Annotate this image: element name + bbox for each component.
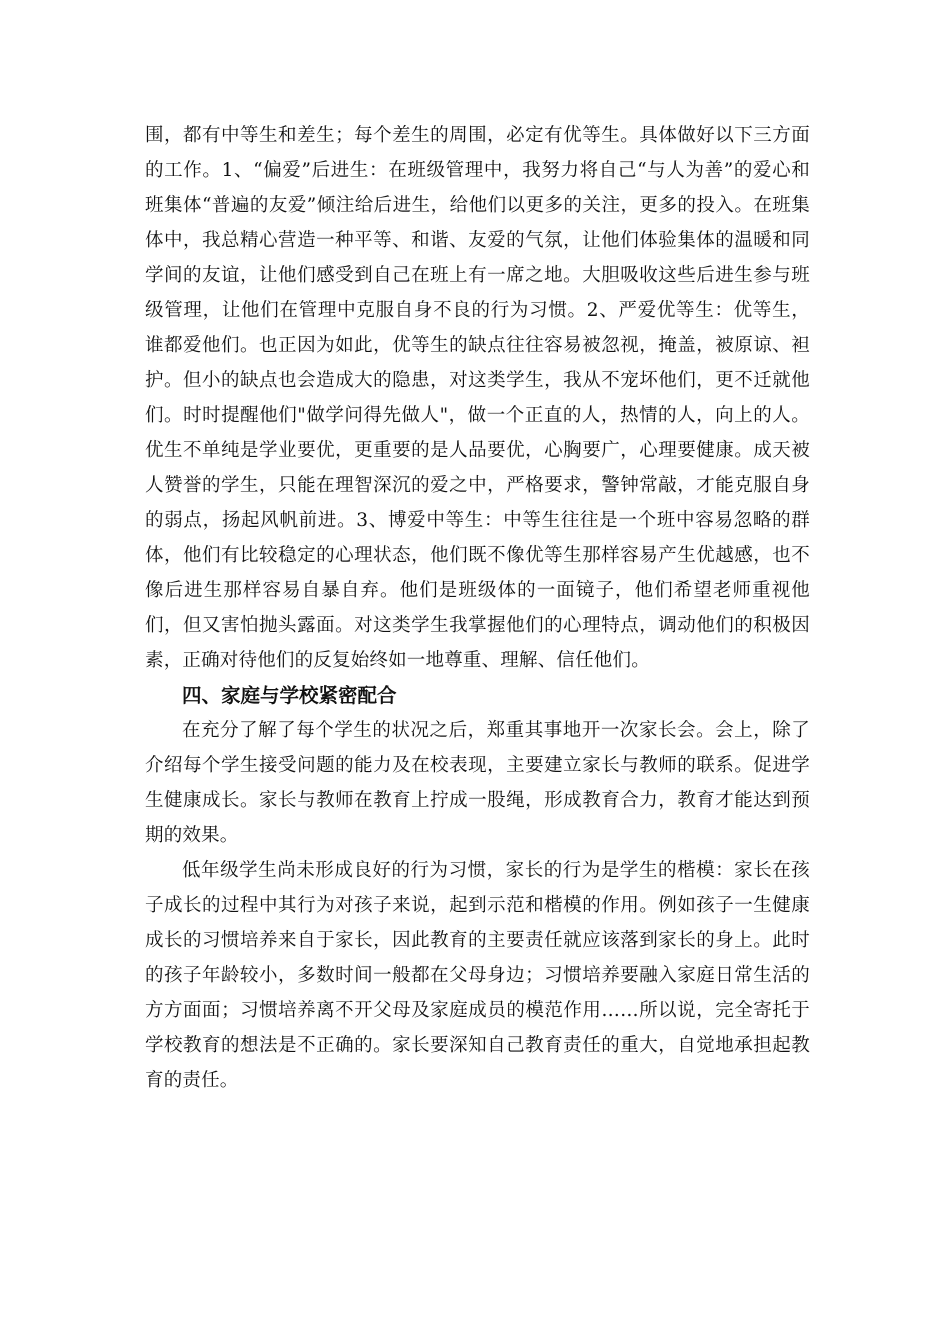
section-heading-home-school: 四、家庭与学校紧密配合 (182, 684, 397, 707)
paragraph-parent-role: 低年级学生尚未形成良好的行为习惯，家长的行为是学生的楷模：家长在孩子成长的过程中其行为对孩子来说，起到示范和楷模的作用。例如孩子一生健康成长的习惯培养来自于家长，因此教育的主要责任就应该落到家长的身上。此时的孩子年龄较小，多数时间一般都在父母身边；习惯培养要融入家庭日常生活的方方面面；习惯培养离不开父母及家庭成员的模范作用……所以说，完全寄托于学校教育的想法是不正确的。家长要深知自己教育责任的重大，自觉地承担起教育的责任。 (145, 860, 810, 1091)
document-page (145, 118, 810, 1098)
paragraph-parent-meeting: 在充分了解了每个学生的状况之后，郑重其事地开一次家长会。会上，除了介绍每个学生接受问题的能力及在校表现，主要建立家长与教师的联系。促进学生健康成长。家长与教师在教育上拧成一股绳，形成教育合力，教育才能达到预期的效果。 (145, 720, 810, 846)
paragraph-student-categories: 围，都有中等生和差生；每个差生的周围，必定有优等生。具体做好以下三方面的工作。1、“偏爱”后进生：在班级管理中，我努力将自己“与人为善”的爱心和班集体“普遍的友爱”倾注给后进生，给他们以更多的关注，更多的投入。在班集体中，我总精心营造一种平等、和谐、友爱的气氛，让他们体验集体的温暖和同学间的友谊，让他们感受到自己在班上有一席之地。大胆吸收这些后进生参与班级管理，让他们在管理中克服自身不良的行为习惯。2、严爱优等生：优等生，谁都爱他们。也正因为如此，优等生的缺点往往容易被忽视，掩盖，被原谅、袒护。但小的缺点也会造成大的隐患，对这类学生，我从不宠坏他们，更不迁就他们。时时提醒他们"做学问得先做人"，做一个正直的人，热情的人，向上的人。优生不单纯是学业要优，更重要的是人品要优，心胸要广，心理要健康。成天被人赞誉的学生，只能在理智深沉的爱之中，严格要求，警钟常敲，才能克服自身的弱点，扬起风帆前进。3、博爱中等生：中等生往往是一个班中容易忽略的群体，他们有比较稳定的心理状态，他们既不像优等生那样容易产生优越感，也不像后进生那样容易自暴自弃。他们是班级体的一面镜子，他们希望老师重视他们，但又害怕抛头露面。对这类学生我掌握他们的心理特点，调动他们的积极因素，正确对待他们的反复始终如一地尊重、理解、信任他们。 (145, 125, 810, 671)
